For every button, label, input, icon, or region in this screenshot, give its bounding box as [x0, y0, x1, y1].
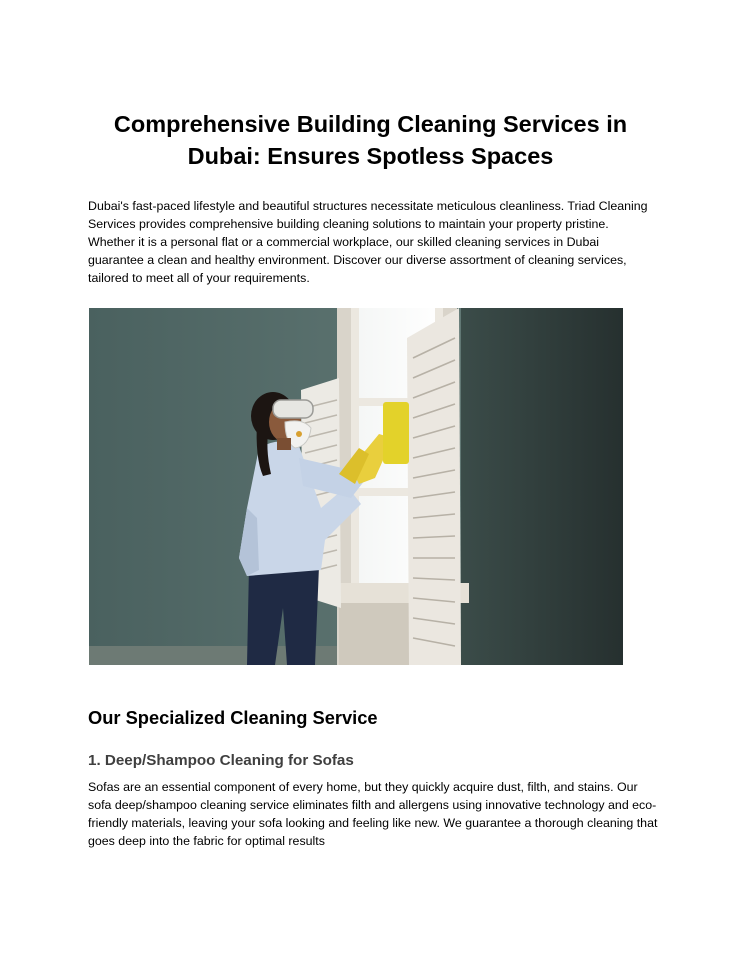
subsection-heading: 1. Deep/Shampoo Cleaning for Sofas: [88, 752, 354, 769]
document-title: Comprehensive Building Cleaning Services in Dubai: Ensures Spotless Spaces: [113, 111, 628, 169]
cleaning-photo: [89, 308, 623, 665]
section-heading: Our Specialized Cleaning Service: [88, 707, 378, 728]
subsection-paragraph: Sofas are an essential component of every home, but they quickly acquire dust, filth, and stains. Our sofa deep/shampoo cleaning service eliminates filth and allergens using innovative technology and eco-friendly materials, leaving your sofa looking and feeling like new. We guarantee a thorough cleaning that goes deep into the fabric for optimal results: [88, 780, 658, 848]
intro-paragraph: Dubai's fast-paced lifestyle and beautiful structures necessitate meticulous cleanliness. Triad Cleaning Services provides comprehensive building cleaning solutions to maintain your property pristine. Whether it is a personal flat or a commercial workplace, our skilled cleaning services in Dubai guarantee a clean and healthy environment. Discover our diverse assortment of cleaning services, tailored to meet all of your requirements.: [88, 199, 648, 285]
